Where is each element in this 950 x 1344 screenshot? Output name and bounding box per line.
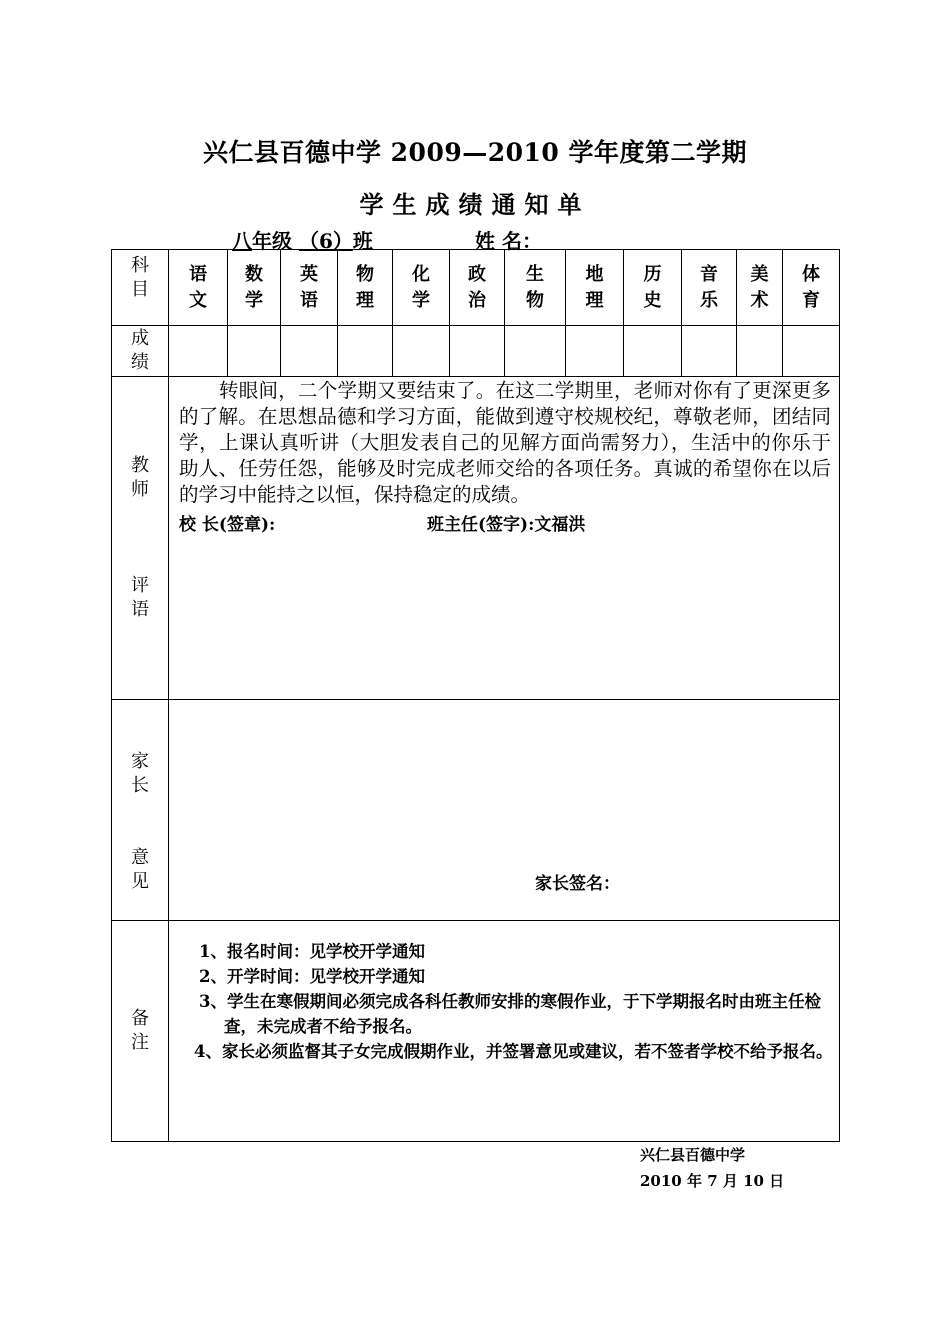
note-item: 1、报名时间：见学校开学通知	[199, 942, 425, 961]
subject-cell: 美 术	[737, 250, 783, 326]
score-cell[interactable]	[624, 326, 682, 377]
subject-cell: 体 育	[783, 250, 840, 326]
score-cell[interactable]	[783, 326, 840, 377]
teacher-comment-cell	[169, 377, 840, 700]
subject-cell: 地 理	[566, 250, 624, 326]
subject-cell: 政 治	[450, 250, 505, 326]
subject-cell: 语 文	[169, 250, 228, 326]
grade-suffix: 年级	[252, 229, 292, 253]
score-row	[112, 326, 840, 377]
footer-date: 2010 年 7 月 10 日	[640, 1172, 785, 1190]
score-cell[interactable]	[281, 326, 338, 377]
notes-label-cell: 备 注	[112, 921, 169, 1142]
subject-cell: 英 语	[281, 250, 338, 326]
note-item: 3、学生在寒假期间必须完成各科任教师安排的寒假作业，于下学期报名时由班主任检查，未完成者不给予报名。	[199, 992, 821, 1036]
document-subtitle: 学生成绩通知单	[359, 190, 591, 219]
score-cell[interactable]	[566, 326, 624, 377]
principal-signature-label: 校 长(签章):	[179, 515, 276, 535]
notes-row	[112, 921, 840, 1142]
score-cell[interactable]	[682, 326, 737, 377]
teacher-comment-row	[112, 377, 840, 700]
class-suffix: 班	[352, 229, 373, 253]
subject-cell: 化 学	[393, 250, 450, 326]
subject-cell: 物 理	[338, 250, 393, 326]
score-cell[interactable]	[737, 326, 783, 377]
teacher-comment-text: 转眼间，二个学期又要结束了。在这二学期里，老师对你有了更深更多的了解。在思想品德和学习方面，能做到遵守校规校纪，尊敬老师，团结同学，上课认真听讲（大胆发表自己的见解方面尚需努力），生活中的你乐于助人、任劳任怨，能够及时完成老师交给的各项任务。真诚的希望你在以后的学习中能持之以恒，保持稳定的成绩。	[179, 379, 831, 506]
parent-opinion-label-cell: 家 长 意 见	[112, 700, 169, 921]
class-number: （6）	[298, 229, 353, 253]
subject-cell: 生 物	[505, 250, 566, 326]
score-cell[interactable]	[338, 326, 393, 377]
document-title: 兴仁县百德中学 2009—2010 学年度第二学期	[202, 138, 748, 167]
score-cell[interactable]	[169, 326, 228, 377]
signature-line	[179, 510, 831, 538]
subject-row	[112, 250, 840, 326]
score-cell[interactable]	[393, 326, 450, 377]
teacher-comment-label-cell: 教 师 评 语	[112, 377, 169, 700]
notes-cell	[169, 921, 840, 1142]
parent-signature-label: 家长签名：	[535, 874, 620, 894]
note-item: 4、家长必须监督其子女完成假期作业，并签署意见或建议，若不签者学校不给予报名。	[194, 1042, 833, 1061]
grade-value: 八	[232, 229, 252, 253]
parent-opinion-cell[interactable]	[169, 700, 840, 921]
score-cell[interactable]	[228, 326, 281, 377]
footer-school: 兴仁县百德中学	[640, 1146, 746, 1164]
note-item: 2、开学时间：见学校开学通知	[199, 967, 425, 986]
score-cell[interactable]	[505, 326, 566, 377]
score-label-cell: 成 绩	[112, 326, 169, 377]
student-name-label: 姓 名：	[475, 229, 542, 253]
subject-cell: 数 学	[228, 250, 281, 326]
subject-label-cell: 科 目	[112, 250, 169, 326]
subject-cell: 音 乐	[682, 250, 737, 326]
report-card-table	[111, 249, 840, 1142]
teacher-signature: 班主任(签字):文福洪	[427, 515, 586, 535]
subject-cell: 历 史	[624, 250, 682, 326]
score-cell[interactable]	[450, 326, 505, 377]
parent-opinion-row	[112, 700, 840, 921]
